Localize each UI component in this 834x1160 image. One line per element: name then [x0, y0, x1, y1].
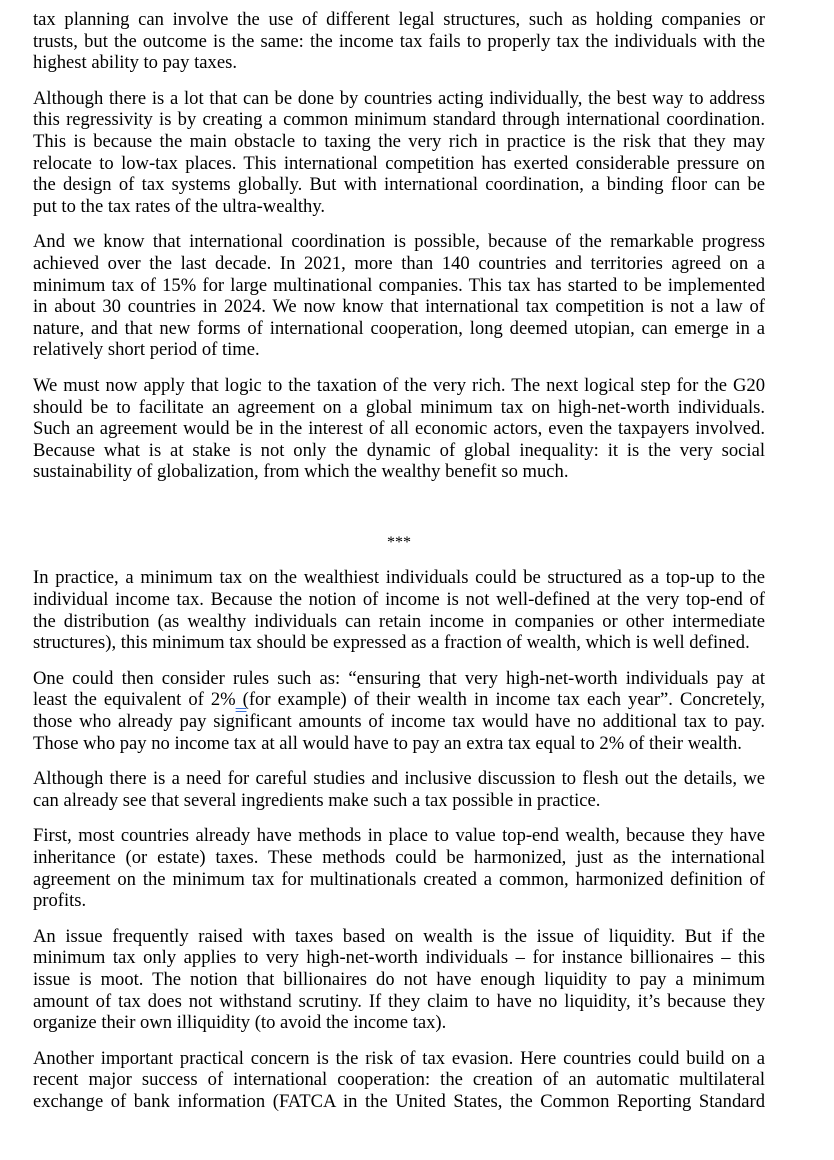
- text-line: relocate to low-tax places. This international competition has exerted considerable pressure on: [33, 152, 765, 174]
- text-line: amount of tax does not withstand scrutiny. If they claim to have no liquidity, it’s because they: [33, 990, 765, 1012]
- paragraph: [33, 768, 765, 811]
- text-line: profits.: [33, 890, 87, 912]
- text-line: Although there is a need for careful studies and inclusive discussion to flesh out the details, we: [33, 768, 765, 790]
- text-line: those who already pay significant amounts of income tax would have no additional tax to pay.: [33, 711, 765, 733]
- text-line: recent major success of international cooperation: the creation of an automatic multilateral: [33, 1069, 765, 1091]
- text-line: issue is moot. The notion that billionaires do not have enough liquidity to pay a minimum: [33, 968, 765, 990]
- text-line: Those who pay no income tax at all would have to pay an extra tax equal to 2% of their wealth.: [33, 732, 742, 754]
- section-before-separator: [33, 9, 765, 483]
- text-line: Because what is at stake is not only the dynamic of global inequality: it is the very social: [33, 439, 765, 461]
- text-line: tax planning can involve the use of different legal structures, such as holding companies or: [33, 9, 765, 30]
- text-line: should be to facilitate an agreement on a global minimum tax on high-net-worth individuals.: [33, 396, 765, 418]
- paragraph: [33, 668, 765, 754]
- section-after-separator: [33, 567, 765, 1112]
- text-line: Such an agreement would be in the interest of all economic actors, even the taxpayers involved.: [33, 418, 765, 440]
- grammar-check-underline[interactable]: (: [235, 689, 249, 711]
- text-line: Although there is a lot that can be done by countries acting individually, the best way to address: [33, 87, 765, 109]
- text-line: the design of tax systems globally. But with international coordination, a binding floor can be: [33, 174, 765, 196]
- text-line: And we know that international coordination is possible, because of the remarkable progress: [33, 231, 765, 253]
- paragraph: [33, 88, 765, 218]
- text-line: least the equivalent of 2% (for example) of their wealth in income tax each year”. Concretely,: [33, 689, 765, 711]
- paragraph: [33, 231, 765, 361]
- text-line: sustainability of globalization, from which the wealthy benefit so much.: [33, 461, 569, 483]
- text-line: this regressivity is by creating a common minimum standard through international coordination.: [33, 109, 765, 131]
- text-line: organize their own illiquidity (to avoid the income tax).: [33, 1012, 447, 1034]
- text-line: Another important practical concern is the risk of tax evasion. Here countries could build on a: [33, 1047, 765, 1069]
- text-line: agreement on the minimum tax for multinationals created a common, harmonized definition of: [33, 868, 765, 890]
- text-line: can already see that several ingredients make such a tax possible in practice.: [33, 789, 601, 811]
- document-page: [33, 9, 765, 1127]
- text-line: nature, and that new forms of international cooperation, long deemed utopian, can emerge in a: [33, 317, 765, 339]
- text-line: minimum tax only applies to very high-net-worth individuals – for instance billionaires – this: [33, 947, 765, 969]
- text-line: relatively short period of time.: [33, 339, 260, 361]
- text-line: This is because the main obstacle to taxing the very rich in practice is the risk that they may: [33, 130, 765, 152]
- text-line: achieved over the last decade. In 2021, more than 140 countries and territories agreed on a: [33, 252, 765, 274]
- text-line: We must now apply that logic to the taxation of the very rich. The next logical step for the G20: [33, 374, 765, 396]
- text-line: First, most countries already have methods in place to value top-end wealth, because they have: [33, 825, 765, 847]
- paragraph: [33, 375, 765, 483]
- text-line: One could then consider rules such as: “ensuring that very high-net-worth individuals pay at: [33, 667, 765, 689]
- paragraph: [33, 926, 765, 1034]
- text-line: An issue frequently raised with taxes based on wealth is the issue of liquidity. But if the: [33, 925, 765, 947]
- text-line: minimum tax of 15% for large multinational companies. This tax has started to be implemented: [33, 274, 765, 296]
- text-line: the distribution (as wealthy individuals can retain income in companies or other intermediate: [33, 610, 765, 632]
- text-line: structures), this minimum tax should be expressed as a fraction of wealth, which is well defined.: [33, 632, 750, 654]
- text-line: in about 30 countries in 2024. We now know that international tax competition is not a law of: [33, 296, 765, 318]
- text-line: In practice, a minimum tax on the wealthiest individuals could be structured as a top-up to the: [33, 567, 765, 589]
- paragraph: [33, 567, 765, 653]
- text-line: trusts, but the outcome is the same: the income tax fails to properly tax the individuals with the: [33, 30, 765, 52]
- paragraph: [33, 1048, 765, 1113]
- text-line: exchange of bank information (FATCA in the United States, the Common Reporting Standard: [33, 1090, 765, 1112]
- text-line: individual income tax. Because the notion of income is not well-defined at the very top-end of: [33, 589, 765, 611]
- paragraph: [33, 9, 765, 74]
- text-line: highest ability to pay taxes.: [33, 52, 237, 74]
- paragraph: [33, 825, 765, 911]
- text-line: inheritance (or estate) taxes. These methods could be harmonized, just as the international: [33, 847, 765, 868]
- text-line: put to the tax rates of the ultra-wealthy.: [33, 195, 326, 217]
- section-separator: ***: [387, 533, 411, 551]
